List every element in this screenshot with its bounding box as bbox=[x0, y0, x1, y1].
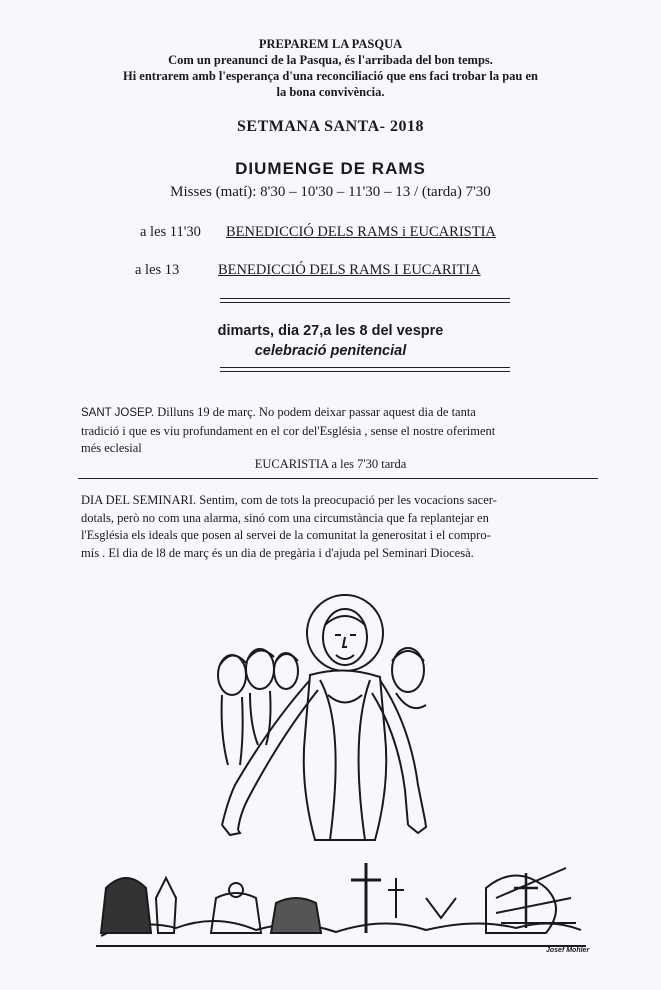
setmana-santa-title: SETMANA SANTA- 2018 bbox=[237, 118, 424, 135]
divider bbox=[220, 298, 510, 299]
header-title: PREPAREM LA PASQUA bbox=[258, 37, 403, 51]
divider bbox=[220, 371, 510, 372]
sant-josep-line-2: tradició i que es viu profundament en el cor del'Església , sense el nostre oferiment bbox=[81, 423, 496, 438]
divider bbox=[220, 302, 510, 303]
seminari-line-3: l'Església els ideals que posen al servei de la comunitat la generositat i el compro- bbox=[81, 528, 491, 542]
eucaristia-time: EUCARISTIA a les 7'30 tarda bbox=[254, 457, 407, 471]
header-line-1: Com un preanunci de la Pasqua, és l'arribada del bon temps. bbox=[168, 53, 493, 67]
divider bbox=[78, 478, 598, 479]
seminari-line-2: dotals, però no com una alarma, sinó com una circumstància que fa replantejar en bbox=[81, 510, 489, 525]
sant-josep-paragraph bbox=[81, 404, 601, 458]
seminari-paragraph bbox=[81, 492, 601, 562]
sant-josep-line-1: Dilluns 19 de març. No podem deixar passar aquest dia de tanta bbox=[157, 405, 476, 419]
sant-josep-line-3: més eclesial bbox=[81, 441, 142, 455]
rams-line-2-time: a les 13 bbox=[135, 262, 180, 278]
artist-signature: Josef Mohler bbox=[546, 947, 590, 954]
misses-times: Misses (matí): 8'30 – 10'30 – 11'30 – 13 / (tarda) 7'30 bbox=[170, 184, 491, 200]
seminari-line-4: mís . El dia de l8 de març és un dia de pregària i d'ajuda pel Seminari Diocesà. bbox=[81, 545, 474, 560]
celebracio-penitencial: celebració penitencial bbox=[254, 343, 407, 359]
seminari-line-1: DIA DEL SEMINARI. Sentim, com de tots la preocupació per les vocacions sacer- bbox=[81, 493, 497, 507]
sant-josep-heading: SANT JOSEP. bbox=[81, 407, 155, 419]
rams-line-1-time: a les 11'30 bbox=[140, 224, 201, 240]
header-line-3: la bona convivència. bbox=[276, 85, 385, 99]
christ-illustration bbox=[200, 585, 440, 850]
header-line-2: Hi entrarem amb l'esperança d'una reconciliació que ens faci trobar la pau en bbox=[122, 69, 539, 83]
rams-line-1-text: BENEDICCIÓ DELS RAMS i EUCARISTIA bbox=[226, 224, 496, 240]
dimarts-line: dimarts, dia 27,a les 8 del vespre bbox=[217, 323, 444, 339]
frieze-illustration bbox=[96, 858, 586, 958]
rams-line-2-text: BENEDICCIÓ DELS RAMS I EUCARITIA bbox=[218, 262, 481, 278]
divider bbox=[220, 367, 510, 368]
diumenge-rams-title: DIUMENGE DE RAMS bbox=[235, 159, 426, 178]
